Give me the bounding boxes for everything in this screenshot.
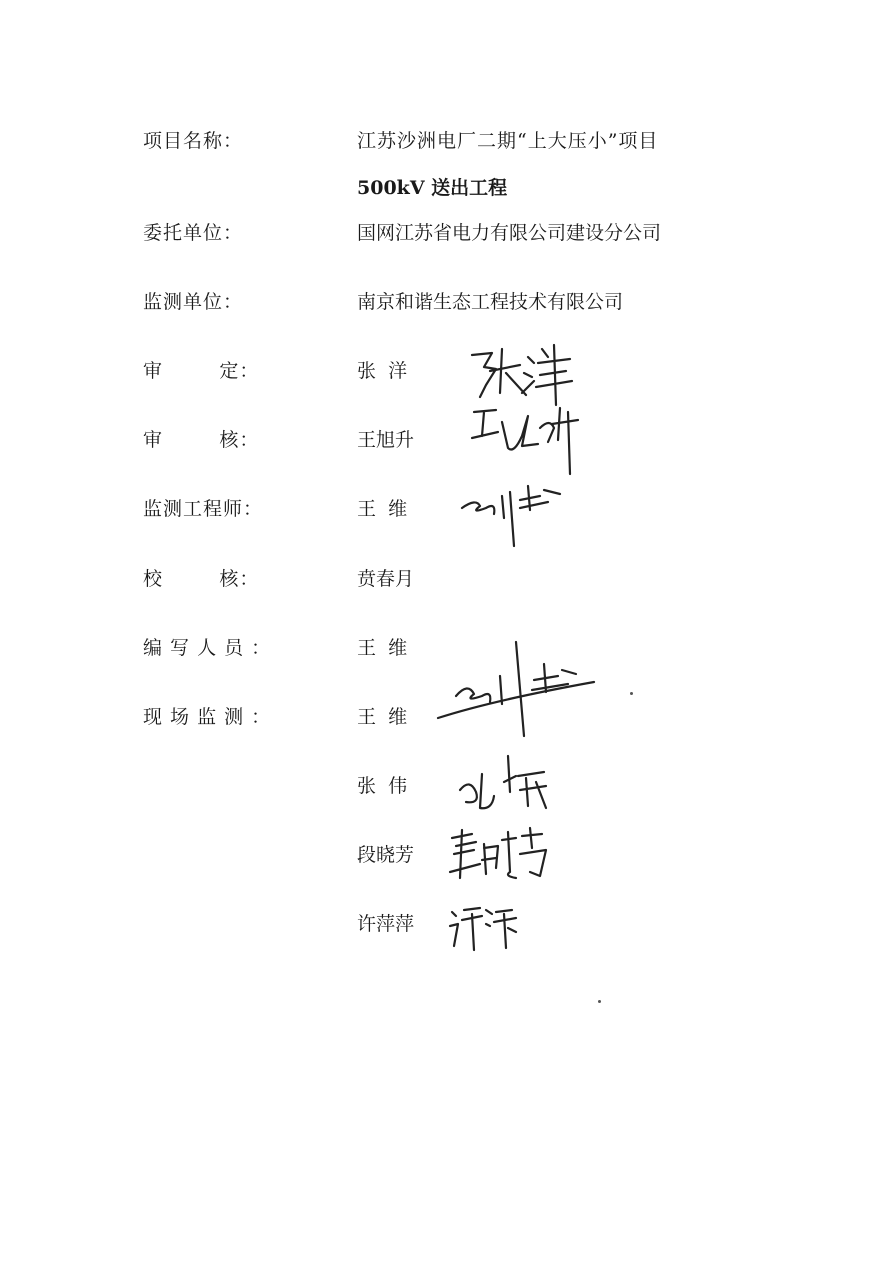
project-name-label: 项目名称： xyxy=(143,130,244,152)
project-name-line2: 500kV 送出工程 xyxy=(357,177,508,199)
approver-label: 审 定： xyxy=(143,360,260,382)
scan-speck xyxy=(630,692,633,695)
field-monitoring-value-4: 许萍萍 xyxy=(357,913,415,935)
proofreader-value: 贲春月 xyxy=(357,568,415,590)
signature-wang-xusheng xyxy=(466,398,586,478)
signature-xu-pingping xyxy=(446,898,536,958)
monitoring-engineer-label: 监测工程师： xyxy=(143,498,264,520)
signature-wang-wei-1 xyxy=(456,474,576,554)
signature-zhang-wei xyxy=(456,752,566,822)
scan-speck xyxy=(598,1000,601,1003)
project-name-line1: 江苏沙洲电厂二期“上大压小”项目 xyxy=(357,130,659,152)
approver-value: 张 洋 xyxy=(357,360,408,382)
field-monitoring-value-2: 张 伟 xyxy=(357,775,408,797)
proofreader-label: 校 核： xyxy=(143,568,260,590)
monitoring-engineer-value: 王 维 xyxy=(357,498,408,520)
field-monitoring-label: 现 场 监 测 ： xyxy=(143,706,272,728)
field-monitoring-value-1: 王 维 xyxy=(357,706,408,728)
monitoring-unit-label: 监测单位： xyxy=(143,291,244,313)
writer-label: 编 写 人 员 ： xyxy=(143,637,272,659)
reviewer-label: 审 核： xyxy=(143,429,260,451)
signature-wang-wei-2 xyxy=(434,640,604,740)
commissioning-unit-label: 委托单位： xyxy=(143,222,244,244)
commissioning-unit-value: 国网江苏省电力有限公司建设分公司 xyxy=(357,222,662,244)
reviewer-value: 王旭升 xyxy=(357,429,415,451)
signature-duan-xiaofang xyxy=(446,824,556,894)
monitoring-unit-value: 南京和谐生态工程技术有限公司 xyxy=(357,291,624,313)
writer-value: 王 维 xyxy=(357,637,408,659)
field-monitoring-value-3: 段晓芳 xyxy=(357,844,415,866)
